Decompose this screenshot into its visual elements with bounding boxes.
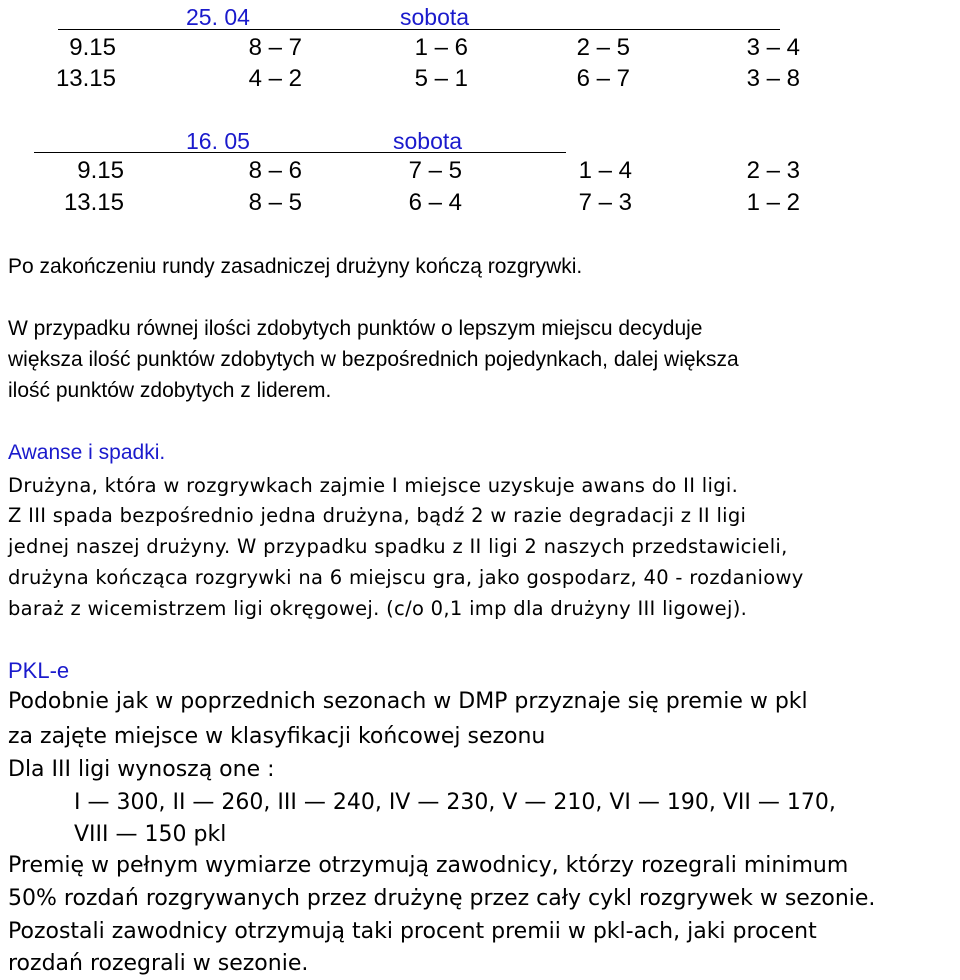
pkl-closing-line: 50% rozdań rozgrywanych przez drużynę przez cały cykl rozgrywek w sezonie. [8, 886, 876, 911]
match-time: 9.15 [77, 157, 124, 184]
date-underline [34, 152, 566, 153]
pkl-line: za zajęte miejsce w klasyfikacji końcowej sezonu [8, 724, 546, 749]
match-pair: 1 – 4 [578, 157, 632, 184]
match-pair: 3 – 8 [746, 65, 800, 92]
tiebreak-line: ilość punktów zdobytych z liderem. [8, 379, 332, 402]
match-pair: 8 – 6 [248, 157, 302, 184]
match-pair: 8 – 5 [248, 189, 302, 216]
round-end-text: Po zakończeniu rundy zasadniczej drużyny kończą rozgrywki. [8, 255, 583, 278]
match-pair: 8 – 7 [248, 34, 302, 61]
schedule-date: 16. 05 [186, 128, 250, 154]
tiebreak-line: W przypadku równej ilości zdobytych punktów o lepszym miejscu decyduje [8, 317, 703, 340]
promotion-line: drużyna kończąca rozgrywki na 6 miejscu gra, jako gospodarz, 40 - rozdaniowy [8, 566, 804, 589]
pkl-closing-line: Pozostali zawodnicy otrzymują taki procent premii w pkl-ach, jaki procent [8, 919, 817, 944]
match-pair: 4 – 2 [248, 65, 302, 92]
pkl-line: Dla III ligi wynoszą one : [8, 757, 275, 782]
match-pair: 2 – 5 [576, 34, 630, 61]
promotion-line: Drużyna, która w rozgrywkach zajmie I miejsce uzyskuje awans do II ligi. [8, 474, 739, 497]
tiebreak-line: większa ilość punktów zdobytych w bezpośrednich pojedynkach, dalej większa [8, 348, 739, 371]
match-pair: 3 – 4 [746, 34, 800, 61]
match-time: 13.15 [63, 189, 124, 216]
schedule-day: sobota [400, 4, 470, 30]
promotion-line: jednej naszej drużyny. W przypadku spadku z II ligi 2 naszych przedstawicieli, [8, 535, 788, 558]
pkl-closing-line: rozdań rozegrali w sezonie. [8, 951, 309, 976]
match-pair: 1 – 6 [414, 34, 468, 61]
pkl-closing-line: Premię w pełnym wymiarze otrzymują zawodnicy, którzy rozegrali minimum [8, 853, 849, 878]
promotion-line: baraż z wicemistrzem ligi okręgowej. (c/o 0,1 imp dla drużyny III ligowej). [8, 597, 748, 620]
match-pair: 2 – 3 [746, 157, 800, 184]
promotion-heading: Awanse i spadki. [8, 441, 166, 464]
schedule-day: sobota [393, 128, 463, 154]
match-pair: 1 – 2 [746, 189, 800, 216]
promotion-line: Z III spada bezpośrednio jedna drużyna, bądź 2 w razie degradacji z II ligi [8, 504, 747, 527]
pkl-line: Podobnie jak w poprzednich sezonach w DMP przyznaje się premie w pkl [8, 689, 808, 714]
match-pair: 6 – 7 [576, 65, 630, 92]
pkl-heading: PKL-e [8, 658, 70, 683]
pkl-prize-line: I — 300, II — 260, III — 240, IV — 230, V — 210, VI — 190, VII — 170, [74, 790, 836, 815]
match-pair: 5 – 1 [414, 65, 468, 92]
schedule-date: 25. 04 [186, 4, 250, 30]
match-time: 13.15 [55, 65, 116, 92]
match-pair: 7 – 5 [408, 157, 462, 184]
match-pair: 7 – 3 [578, 189, 632, 216]
match-pair: 6 – 4 [408, 189, 462, 216]
pkl-prize-line: VIII — 150 pkl [74, 822, 227, 847]
match-time: 9.15 [69, 34, 116, 61]
